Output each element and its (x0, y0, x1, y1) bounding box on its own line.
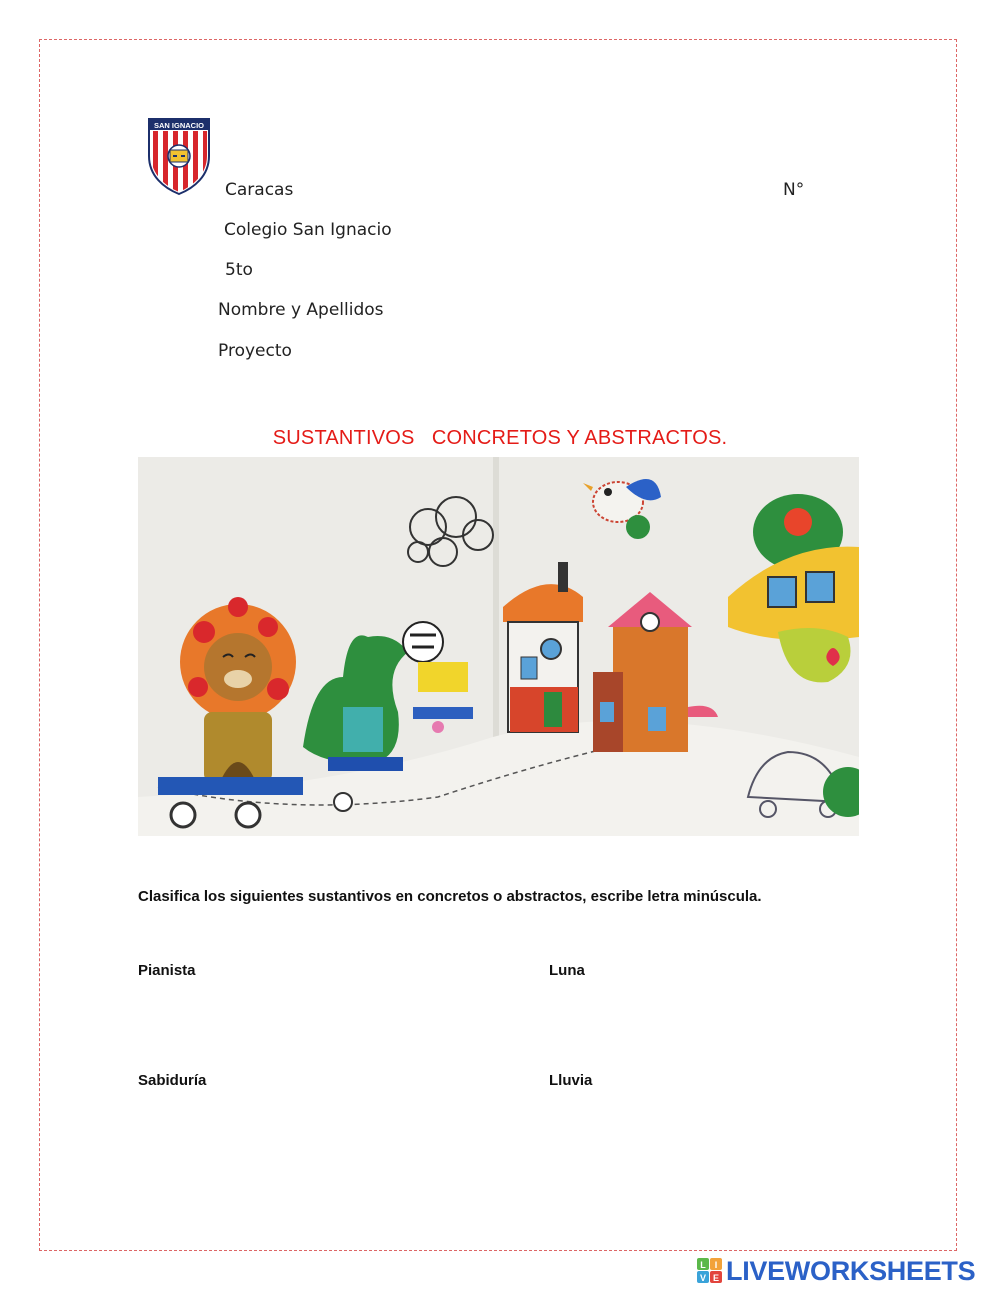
mural-illustration (138, 457, 859, 836)
word-item: Sabiduría (138, 1072, 207, 1089)
svg-text:L: L (700, 1260, 706, 1270)
svg-text:SAN IGNACIO: SAN IGNACIO (153, 121, 205, 130)
name-field-label: Nombre y Apellidos (218, 300, 384, 320)
svg-text:I: I (714, 1260, 718, 1270)
word-item: Luna (549, 962, 585, 979)
word-item: Pianista (138, 962, 196, 979)
project-label: Proyecto (218, 341, 292, 361)
liveworksheets-logo (697, 1257, 975, 1285)
school-crest-logo (146, 116, 212, 196)
word-item: Lluvia (549, 1072, 593, 1089)
liveworksheets-badge-icon (697, 1258, 723, 1284)
number-label: N° (783, 180, 805, 200)
school-name: Colegio San Ignacio (224, 220, 392, 240)
grade-label: 5to (225, 260, 253, 280)
svg-text:V: V (699, 1273, 707, 1283)
liveworksheets-brand-text: LIVEWORKSHEETS (726, 1255, 976, 1286)
svg-text:E: E (712, 1273, 720, 1283)
worksheet-title: SUSTANTIVOS CONCRETOS Y ABSTRACTOS. (272, 427, 728, 449)
instruction-text: Clasifica los siguientes sustantivos en concretos o abstractos, escribe letra minúscula. (138, 888, 762, 905)
city-label: Caracas (225, 180, 294, 200)
